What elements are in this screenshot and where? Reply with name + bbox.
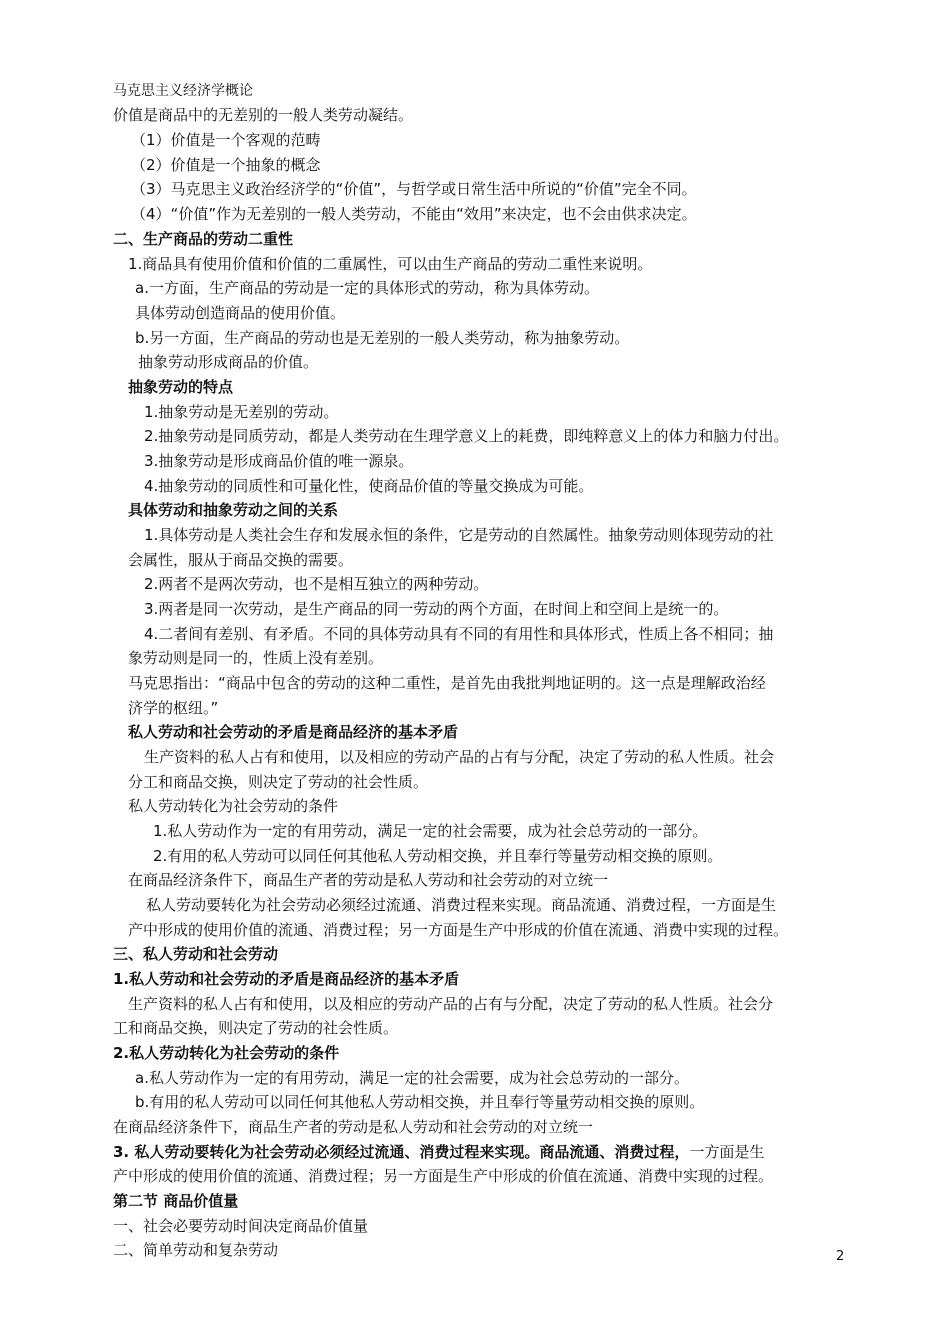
- list-item: 4.二者间有差别、有矛盾。不同的具体劳动具有不同的有用性和具体形式，性质上各不相同；抽: [144, 625, 774, 643]
- paragraph-line: 会属性，服从于商品交换的需要。: [128, 551, 354, 569]
- list-item: 1.抽象劳动是无差别的劳动。: [144, 403, 339, 421]
- statement-continuation: 一方面是生: [689, 1143, 765, 1161]
- list-item: 3.抽象劳动是形成商品价值的唯一源泉。: [144, 452, 414, 470]
- outline-item: 二、简单劳动和复杂劳动: [113, 1241, 279, 1259]
- paragraph-line: 私人劳动要转化为社会劳动必须经过流通、消费过程来实现。商品流通、消费过程，一方面是生: [146, 896, 777, 914]
- paragraph-line: 抽象劳动形成商品的价值。: [138, 353, 319, 371]
- paragraph-line: 生产资料的私人占有和使用，以及相应的劳动产品的占有与分配，决定了劳动的私人性质。社会分: [128, 995, 774, 1013]
- section-heading: 二、生产商品的劳动二重性: [113, 230, 294, 248]
- bold-statement: 3. 私人劳动要转化为社会劳动必须经过流通、消费过程来实现。商品流通、消费过程，: [113, 1143, 690, 1161]
- paragraph-line: b.另一方面，生产商品的劳动也是无差别的一般人类劳动，称为抽象劳动。: [135, 329, 630, 347]
- paragraph-line: 价值是商品中的无差别的一般人类劳动凝结。: [113, 106, 414, 124]
- subheading: 抽象劳动的特点: [128, 378, 234, 396]
- paragraph-line: 生产资料的私人占有和使用，以及相应的劳动产品的占有与分配，决定了劳动的私人性质。社会: [144, 748, 775, 766]
- list-item: 1.私人劳动作为一定的有用劳动，满足一定的社会需要，成为社会总劳动的一部分。: [153, 822, 708, 840]
- paragraph-line: 象劳动则是同一的，性质上没有差别。: [128, 649, 384, 667]
- list-item: b.有用的私人劳动可以同任何其他私人劳动相交换，并且奉行等量劳动相交换的原则。: [135, 1093, 705, 1111]
- list-item: a.私人劳动作为一定的有用劳动，满足一定的社会需要，成为社会总劳动的一部分。: [135, 1069, 689, 1087]
- paragraph-line: 在商品经济条件下，商品生产者的劳动是私人劳动和社会劳动的对立统一: [113, 1118, 594, 1136]
- subheading: 1.私人劳动和社会劳动的矛盾是商品经济的基本矛盾: [113, 970, 460, 988]
- list-item: 2.两者不是两次劳动，也不是相互独立的两种劳动。: [144, 575, 489, 593]
- paragraph-line: 分工和商品交换，则决定了劳动的社会性质。: [128, 773, 429, 791]
- list-item: （3）马克思主义政治经济学的“价值”，与哲学或日常生活中所说的“价值”完全不同。: [131, 180, 697, 198]
- paragraph-line: 在商品经济条件下，商品生产者的劳动是私人劳动和社会劳动的对立统一: [128, 871, 609, 889]
- list-item: （1）价值是一个客观的范畴: [131, 131, 321, 149]
- paragraph-line: 工和商品交换，则决定了劳动的社会性质。: [113, 1019, 399, 1037]
- paragraph-line: 产中形成的使用价值的流通、消费过程；另一方面是生产中形成的价值在流通、消费中实现的过程。: [113, 1167, 774, 1185]
- subheading: 2.私人劳动转化为社会劳动的条件: [113, 1044, 340, 1062]
- subheading: 私人劳动和社会劳动的矛盾是商品经济的基本矛盾: [128, 723, 459, 741]
- paragraph-line: 济学的枢纽。”: [128, 699, 219, 717]
- paragraph-line: 具体劳动创造商品的使用价值。: [135, 304, 346, 322]
- section-heading: 三、私人劳动和社会劳动: [113, 945, 279, 963]
- list-item: 3.两者是同一次劳动，是生产商品的同一劳动的两个方面，在时间上和空间上是统一的。: [144, 600, 729, 618]
- list-item: 2.抽象劳动是同质劳动，都是人类劳动在生理学意义上的耗费，即纯粹意义上的体力和脑力付出。: [144, 427, 789, 445]
- page-number: 2: [836, 1249, 845, 1264]
- list-item: （4）“价值”作为无差别的一般人类劳动，不能由“效用”来决定，也不会由供求决定。: [131, 205, 697, 223]
- list-item: 1.具体劳动是人类社会生存和发展永恒的条件，它是劳动的自然属性。抽象劳动则体现劳动的社: [144, 526, 774, 544]
- list-item: 2.有用的私人劳动可以同任何其他私人劳动相交换，并且奉行等量劳动相交换的原则。: [153, 847, 723, 865]
- paragraph-line: 产中形成的使用价值的流通、消费过程；另一方面是生产中形成的价值在流通、消费中实现的过程。: [128, 921, 789, 939]
- paragraph-line: [113, 1142, 764, 1162]
- list-item: 4.抽象劳动的同质性和可量化性，使商品价值的等量交换成为可能。: [144, 477, 594, 495]
- paragraph-line: 1.商品具有使用价值和价值的二重属性，可以由生产商品的劳动二重性来说明。: [128, 255, 653, 273]
- outline-item: 一、社会必要劳动时间决定商品价值量: [113, 1217, 369, 1235]
- paragraph-line: a.一方面，生产商品的劳动是一定的具体形式的劳动，称为具体劳动。: [135, 279, 599, 297]
- list-item: （2）价值是一个抽象的概念: [131, 156, 321, 174]
- paragraph-line: 马克思指出：“商品中包含的劳动的这种二重性，是首先由我批判地证明的。这一点是理解政治经: [128, 674, 766, 692]
- paragraph-line: 私人劳动转化为社会劳动的条件: [128, 797, 339, 815]
- subheading: 具体劳动和抽象劳动之间的关系: [128, 501, 339, 519]
- chapter-section-heading: 第二节 商品价值量: [113, 1192, 239, 1210]
- running-header: 马克思主义经济学概论: [113, 83, 253, 99]
